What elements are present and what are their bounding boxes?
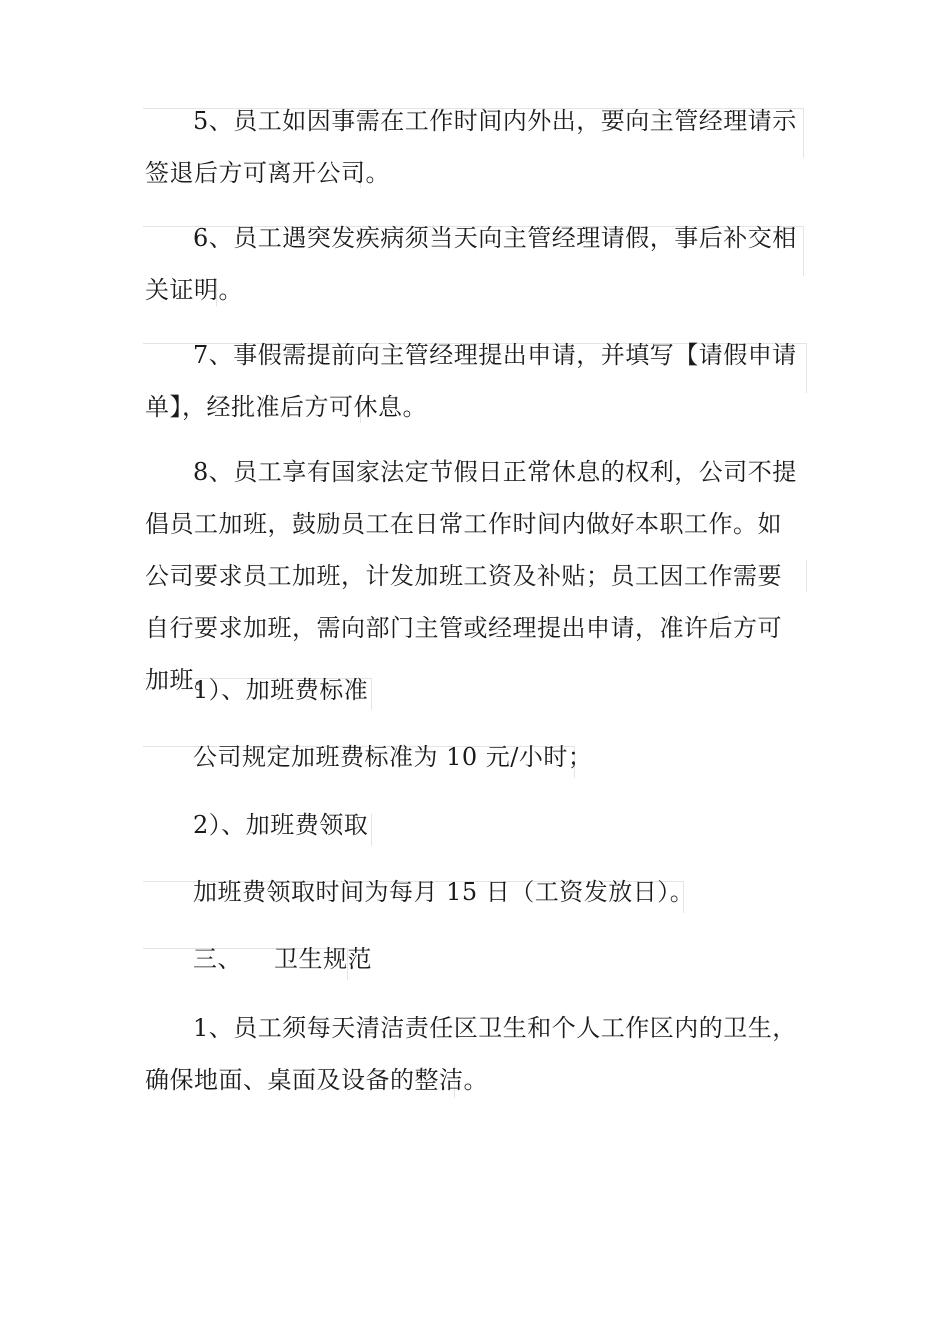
section-heading-hygiene <box>145 933 805 985</box>
subheading-overtime-standard: 1）、加班费标准 <box>193 676 369 704</box>
paragraph-5: 5、员工如因事需在工作时间内外出，要向主管经理请示签退后方可离开公司。 <box>145 107 797 187</box>
guide-line <box>806 343 807 393</box>
overtime-collection-text: 加班费领取时间为每月 15 日（工资发放日）。 <box>193 878 695 906</box>
paragraph-6: 6、员工遇突发疾病须当天向主管经理请假，事后补交相关证明。 <box>145 224 797 304</box>
section-number: 三、 <box>193 945 242 973</box>
overtime-standard-text: 公司规定加班费标准为 10 元/小时； <box>193 743 593 771</box>
subheading-overtime-collection: 2）、加班费领取 <box>193 811 369 839</box>
guide-line <box>806 560 807 592</box>
hygiene-item-1: 1、员工须每天清洁责任区卫生和个人工作区内的卫生，确保地面、桌面及设备的整洁。 <box>145 1014 797 1094</box>
paragraph-8: 8、员工享有国家法定节假日正常休息的权利，公司不提倡员工加班，鼓励员工在日常工作时间内做好本职工作。如公司要求员工加班，计发加班工资及补贴；员工因工作需要自行要求加班，需向部门主管或经理提出申请，准许后方可加班。 <box>145 458 797 694</box>
paragraph-7: 7、事假需提前向主管经理提出申请，并填写【请假申请单】，经批准后方可休息。 <box>145 341 797 421</box>
section-title: 卫生规范 <box>274 945 372 973</box>
